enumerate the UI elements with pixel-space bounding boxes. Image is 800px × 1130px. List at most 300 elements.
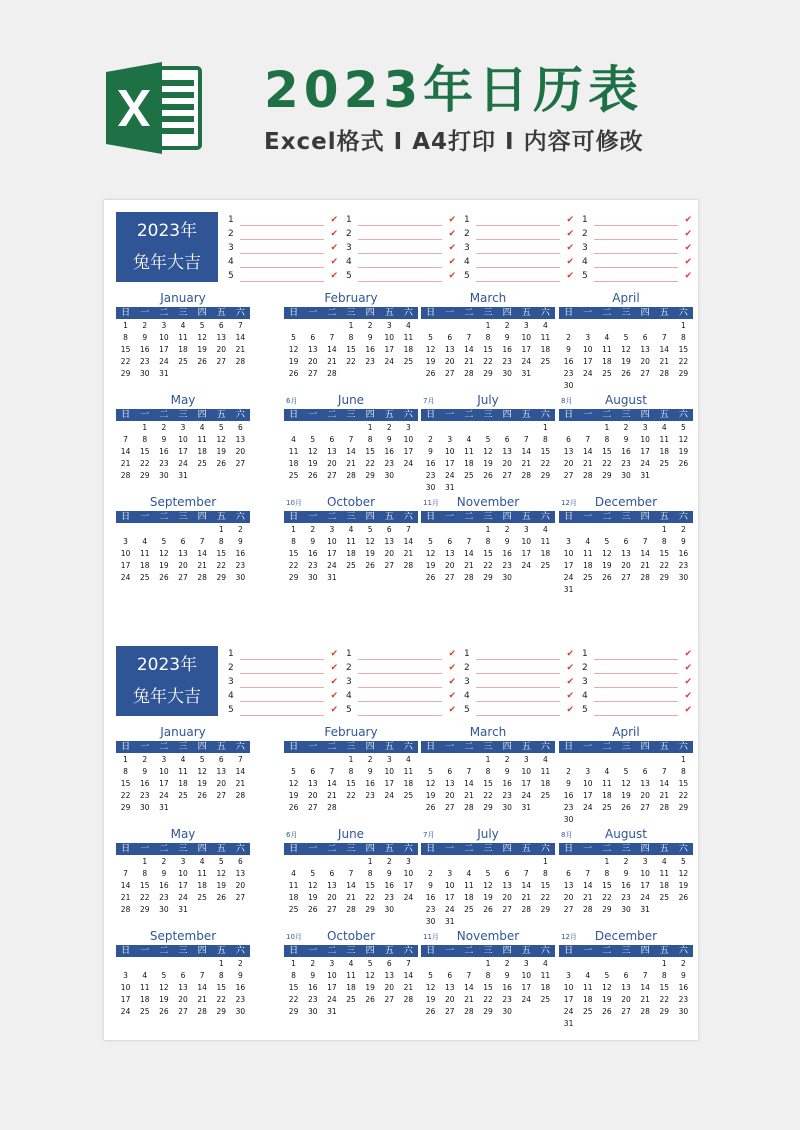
todo-input-line[interactable] (240, 659, 324, 660)
day-cell: 9 (681, 537, 686, 546)
day-cell: 10 (403, 435, 414, 444)
day-grid (284, 754, 418, 814)
day-cell: 5 (604, 971, 610, 980)
todo-item[interactable] (464, 214, 576, 228)
day-cell: 24 (159, 791, 169, 800)
check-icon[interactable]: ✔ (330, 705, 338, 715)
day-cell: 12 (307, 881, 318, 890)
todo-input-line[interactable] (476, 673, 560, 674)
todo-input-line[interactable] (594, 687, 678, 688)
day-cell: 29 (483, 573, 493, 582)
weekday-header (116, 409, 250, 421)
weekday-label: 一 (308, 308, 318, 318)
day-cell: 26 (678, 459, 689, 468)
day-cell: 18 (464, 893, 474, 902)
todo-input-line[interactable] (476, 253, 560, 254)
month-header (284, 292, 418, 306)
todo-number: 3 (228, 677, 234, 687)
check-icon[interactable]: ✔ (448, 271, 456, 281)
todo-item[interactable] (346, 648, 458, 662)
todo-input-line[interactable] (358, 715, 442, 716)
check-icon[interactable]: ✔ (448, 243, 456, 253)
month-september (116, 496, 250, 596)
check-icon[interactable]: ✔ (448, 691, 456, 701)
day-cell: 12 (425, 345, 436, 354)
todo-item[interactable] (582, 676, 694, 690)
weekday-label: 六 (540, 946, 550, 956)
day-cell: 15 (120, 345, 131, 354)
day-cell: 11 (288, 881, 299, 890)
todo-input-line[interactable] (476, 687, 560, 688)
day-cell: 27 (444, 573, 455, 582)
day-empty (341, 856, 360, 868)
weekday-label: 日 (426, 946, 436, 956)
day-cell: 26 (159, 1007, 169, 1016)
todo-item[interactable] (582, 662, 694, 676)
day-cell: 29 (659, 1007, 670, 1016)
month-name: January (160, 725, 206, 739)
todo-item[interactable] (582, 690, 694, 704)
todo-input-line[interactable] (476, 715, 560, 716)
todo-item[interactable] (464, 648, 576, 662)
day-cell: 24 (521, 357, 532, 366)
todo-number: 4 (228, 257, 234, 267)
day-cell: 18 (197, 881, 207, 890)
todo-input-line[interactable] (476, 239, 560, 240)
check-icon[interactable]: ✔ (566, 257, 574, 267)
day-cell: 4 (543, 959, 548, 968)
day-cell: 15 (216, 983, 227, 992)
todo-input-line[interactable] (476, 659, 560, 660)
day-cell: 25 (602, 803, 612, 812)
todo-item[interactable] (346, 270, 458, 284)
day-cell: 8 (348, 333, 354, 342)
day-cell: 4 (199, 423, 205, 432)
month-header (116, 292, 250, 306)
day-empty (284, 320, 303, 332)
weekday-label: 日 (426, 742, 436, 752)
todo-input-line[interactable] (240, 239, 324, 240)
day-cell: 3 (123, 971, 128, 980)
day-cell: 17 (384, 345, 395, 354)
day-cell: 25 (288, 471, 299, 480)
todo-input-line[interactable] (358, 225, 442, 226)
todo-item[interactable] (582, 242, 694, 256)
todo-item[interactable] (346, 704, 458, 718)
day-cell: 19 (621, 357, 631, 366)
day-cell: 26 (288, 369, 299, 378)
todo-item[interactable] (582, 270, 694, 284)
todo-item[interactable] (464, 270, 576, 284)
check-icon[interactable]: ✔ (566, 243, 574, 253)
weekday-label: 五 (216, 410, 226, 420)
todo-list (582, 648, 694, 718)
day-cell: 6 (447, 537, 453, 546)
todo-input-line[interactable] (594, 253, 678, 254)
month-header (116, 496, 250, 510)
day-cell: 7 (466, 537, 472, 546)
month-name: July (477, 393, 499, 407)
day-cell: 13 (502, 881, 512, 890)
todo-input-line[interactable] (594, 225, 678, 226)
todo-input-line[interactable] (240, 281, 324, 282)
check-icon[interactable]: ✔ (330, 649, 338, 659)
day-empty (135, 524, 154, 536)
day-cell: 14 (582, 881, 593, 890)
todo-input-line[interactable] (594, 659, 678, 660)
todo-item[interactable] (228, 662, 340, 676)
todo-input-line[interactable] (594, 673, 678, 674)
check-icon[interactable]: ✔ (330, 257, 338, 267)
day-cell: 3 (566, 971, 571, 980)
todo-input-line[interactable] (476, 267, 560, 268)
day-cell: 15 (483, 779, 493, 788)
todo-input-line[interactable] (476, 225, 560, 226)
todo-input-line[interactable] (240, 225, 324, 226)
todo-item[interactable] (582, 214, 694, 228)
weekday-header (284, 843, 418, 855)
todo-item[interactable] (228, 648, 340, 662)
weekday-label: 三 (483, 844, 493, 854)
day-cell: 23 (235, 561, 246, 570)
day-cell: 27 (327, 471, 337, 480)
weekday-label: 二 (464, 946, 474, 956)
day-empty (322, 754, 341, 766)
check-icon[interactable]: ✔ (330, 215, 338, 225)
todo-input-line[interactable] (594, 267, 678, 268)
day-grid (116, 958, 250, 1018)
todo-input-line[interactable] (240, 673, 324, 674)
day-cell: 9 (623, 435, 629, 444)
day-cell: 31 (178, 905, 188, 914)
weekday-label: 二 (464, 308, 474, 318)
day-cell: 12 (602, 549, 612, 558)
day-cell: 12 (197, 767, 207, 776)
day-cell: 14 (346, 447, 356, 456)
day-cell: 27 (235, 893, 246, 902)
day-cell: 1 (291, 525, 296, 534)
day-cell: 22 (678, 791, 689, 800)
todo-item[interactable] (464, 256, 576, 270)
todo-item[interactable] (464, 228, 576, 242)
todo-item[interactable] (464, 676, 576, 690)
day-cell: 5 (485, 435, 491, 444)
todo-item[interactable] (228, 228, 340, 242)
day-cell: 9 (161, 435, 167, 444)
weekday-label: 二 (464, 512, 474, 522)
day-cell: 25 (403, 357, 414, 366)
todo-item[interactable] (346, 662, 458, 676)
day-empty (284, 422, 303, 434)
day-cell: 20 (444, 791, 455, 800)
day-cell: 7 (661, 333, 667, 342)
todo-input-line[interactable] (240, 701, 324, 702)
month-header (559, 930, 693, 944)
day-cell: 6 (238, 857, 243, 866)
check-icon[interactable]: ✔ (566, 215, 574, 225)
todo-input-line[interactable] (476, 701, 560, 702)
weekday-label: 三 (346, 512, 356, 522)
day-cell: 22 (540, 459, 551, 468)
check-icon[interactable]: ✔ (448, 677, 456, 687)
day-cell: 20 (640, 357, 650, 366)
weekday-label: 六 (540, 844, 550, 854)
day-cell: 20 (444, 995, 455, 1004)
day-empty (116, 422, 135, 434)
todo-item[interactable] (228, 214, 340, 228)
day-cell: 29 (678, 803, 689, 812)
day-cell: 9 (310, 971, 316, 980)
todo-input-line[interactable] (358, 267, 442, 268)
check-icon[interactable]: ✔ (330, 677, 338, 687)
day-cell: 26 (216, 893, 227, 902)
todo-input-line[interactable] (594, 239, 678, 240)
day-cell: 15 (602, 881, 612, 890)
check-icon[interactable]: ✔ (566, 677, 574, 687)
day-cell: 18 (403, 779, 414, 788)
weekday-label: 六 (540, 410, 550, 420)
check-icon[interactable]: ✔ (684, 691, 692, 701)
check-icon[interactable]: ✔ (330, 691, 338, 701)
check-icon[interactable]: ✔ (684, 649, 692, 659)
check-icon[interactable]: ✔ (684, 663, 692, 673)
check-icon[interactable]: ✔ (684, 677, 692, 687)
todo-input-line[interactable] (358, 687, 442, 688)
weekday-label: 六 (235, 844, 245, 854)
day-empty (636, 524, 655, 536)
check-icon[interactable]: ✔ (448, 229, 456, 239)
day-cell: 29 (120, 803, 131, 812)
day-cell: 27 (640, 803, 650, 812)
day-cell: 24 (120, 573, 131, 582)
day-cell: 9 (566, 345, 571, 354)
day-cell: 2 (566, 767, 571, 776)
todo-item[interactable] (228, 242, 340, 256)
day-cell: 8 (123, 333, 128, 342)
day-cell: 4 (466, 869, 472, 878)
todo-item[interactable] (346, 242, 458, 256)
check-icon[interactable]: ✔ (684, 705, 692, 715)
day-cell: 17 (444, 459, 455, 468)
todo-input-line[interactable] (358, 253, 442, 254)
weekday-label: 六 (403, 742, 413, 752)
todo-item[interactable] (582, 228, 694, 242)
todo-input-line[interactable] (594, 281, 678, 282)
day-cell: 16 (621, 881, 631, 890)
todo-input-line[interactable] (358, 701, 442, 702)
todo-item[interactable] (346, 676, 458, 690)
todo-input-line[interactable] (594, 715, 678, 716)
check-icon[interactable]: ✔ (566, 271, 574, 281)
month-december (559, 496, 693, 596)
day-cell: 24 (582, 803, 593, 812)
todo-item[interactable] (346, 214, 458, 228)
day-cell: 9 (367, 333, 373, 342)
weekday-label: 六 (235, 410, 245, 420)
todo-item[interactable] (582, 704, 694, 718)
day-cell: 3 (329, 525, 335, 534)
check-icon[interactable]: ✔ (330, 243, 338, 253)
todo-input-line[interactable] (240, 715, 324, 716)
day-cell: 20 (327, 893, 337, 902)
day-cell: 11 (540, 333, 551, 342)
weekday-label: 四 (502, 742, 512, 752)
day-cell: 6 (329, 869, 335, 878)
day-cell: 10 (159, 333, 169, 342)
day-cell: 7 (466, 971, 472, 980)
day-cell: 20 (384, 549, 395, 558)
day-cell: 24 (444, 905, 455, 914)
weekday-label: 五 (521, 844, 531, 854)
month-name: September (149, 495, 217, 509)
month-header (421, 930, 555, 944)
day-cell: 10 (640, 869, 650, 878)
day-cell: 30 (235, 573, 246, 582)
weekday-label: 四 (197, 512, 207, 522)
day-cell: 11 (178, 333, 188, 342)
weekday-label: 四 (197, 742, 207, 752)
todo-input-line[interactable] (358, 239, 442, 240)
day-cell: 18 (346, 549, 356, 558)
todo-number: 3 (464, 677, 470, 687)
day-cell: 13 (216, 333, 227, 342)
todo-number: 3 (582, 243, 588, 253)
todo-item[interactable] (346, 690, 458, 704)
check-icon[interactable]: ✔ (448, 663, 456, 673)
day-cell: 12 (483, 881, 493, 890)
check-icon[interactable]: ✔ (448, 649, 456, 659)
weekday-label: 三 (178, 946, 188, 956)
check-icon[interactable]: ✔ (448, 257, 456, 267)
day-cell: 28 (346, 471, 356, 480)
todo-input-line[interactable] (240, 253, 324, 254)
todo-item[interactable] (228, 270, 340, 284)
todo-item[interactable] (228, 676, 340, 690)
todo-item[interactable] (582, 648, 694, 662)
weekday-label: 五 (216, 512, 226, 522)
todo-input-line[interactable] (240, 267, 324, 268)
check-icon[interactable]: ✔ (684, 229, 692, 239)
day-cell: 6 (504, 435, 510, 444)
todo-item[interactable] (228, 704, 340, 718)
todo-number: 1 (228, 215, 234, 225)
day-grid (116, 422, 250, 482)
day-cell: 11 (139, 983, 150, 992)
check-icon[interactable]: ✔ (566, 705, 574, 715)
day-cell: 20 (621, 995, 631, 1004)
check-icon[interactable]: ✔ (684, 271, 692, 281)
day-empty (341, 422, 360, 434)
todo-item[interactable] (464, 690, 576, 704)
day-cell: 5 (161, 971, 167, 980)
day-cell: 22 (346, 357, 356, 366)
day-cell: 4 (585, 971, 591, 980)
todo-input-line[interactable] (240, 687, 324, 688)
check-icon[interactable]: ✔ (330, 229, 338, 239)
todo-item[interactable] (464, 704, 576, 718)
day-cell: 18 (403, 345, 414, 354)
todo-list (464, 214, 576, 284)
day-cell: 18 (540, 549, 551, 558)
todo-input-line[interactable] (358, 659, 442, 660)
month-november (421, 930, 555, 1030)
todo-number: 5 (464, 705, 470, 715)
check-icon[interactable]: ✔ (330, 271, 338, 281)
month-number-label: 10月 (286, 933, 302, 941)
day-cell: 16 (502, 549, 512, 558)
todo-item[interactable] (582, 256, 694, 270)
day-cell: 24 (327, 995, 337, 1004)
check-icon[interactable]: ✔ (566, 229, 574, 239)
check-icon[interactable]: ✔ (566, 691, 574, 701)
weekday-label: 日 (121, 742, 131, 752)
month-header (116, 726, 250, 740)
day-cell: 20 (640, 791, 650, 800)
day-cell: 7 (466, 767, 472, 776)
day-cell: 9 (504, 971, 510, 980)
todo-input-line[interactable] (358, 673, 442, 674)
day-cell: 5 (161, 537, 167, 546)
day-cell: 12 (621, 345, 631, 354)
weekday-label: 日 (121, 308, 131, 318)
day-empty (154, 524, 173, 536)
todo-number: 4 (228, 691, 234, 701)
todo-item[interactable] (346, 228, 458, 242)
check-icon[interactable]: ✔ (684, 215, 692, 225)
todo-item[interactable] (228, 256, 340, 270)
todo-item[interactable] (464, 662, 576, 676)
day-cell: 21 (235, 779, 246, 788)
weekday-label: 五 (384, 410, 394, 420)
weekday-label: 日 (426, 844, 436, 854)
check-icon[interactable]: ✔ (448, 705, 456, 715)
todo-input-line[interactable] (594, 701, 678, 702)
check-icon[interactable]: ✔ (330, 663, 338, 673)
day-grid (421, 422, 555, 494)
todo-list (582, 214, 694, 284)
todo-item[interactable] (346, 256, 458, 270)
check-icon[interactable]: ✔ (566, 663, 574, 673)
day-cell: 16 (384, 881, 395, 890)
day-cell: 23 (425, 905, 436, 914)
check-icon[interactable]: ✔ (566, 649, 574, 659)
day-cell: 14 (120, 447, 131, 456)
check-icon[interactable]: ✔ (684, 243, 692, 253)
day-cell: 27 (178, 1007, 188, 1016)
day-cell: 30 (502, 369, 512, 378)
day-cell: 18 (178, 779, 188, 788)
weekday-label: 二 (159, 742, 169, 752)
weekday-label: 一 (583, 512, 593, 522)
todo-number: 2 (464, 663, 470, 673)
day-cell: 13 (563, 447, 574, 456)
check-icon[interactable]: ✔ (448, 215, 456, 225)
weekday-label: 五 (659, 308, 669, 318)
check-icon[interactable]: ✔ (684, 257, 692, 267)
weekday-label: 六 (403, 308, 413, 318)
todo-item[interactable] (228, 690, 340, 704)
todo-item[interactable] (464, 242, 576, 256)
day-cell: 14 (346, 881, 356, 890)
day-cell: 23 (563, 369, 574, 378)
day-cell: 31 (563, 1019, 574, 1028)
todo-input-line[interactable] (358, 281, 442, 282)
day-cell: 11 (197, 435, 207, 444)
day-cell: 8 (661, 537, 667, 546)
day-cell: 15 (365, 447, 375, 456)
todo-input-line[interactable] (476, 281, 560, 282)
day-cell: 10 (444, 881, 455, 890)
